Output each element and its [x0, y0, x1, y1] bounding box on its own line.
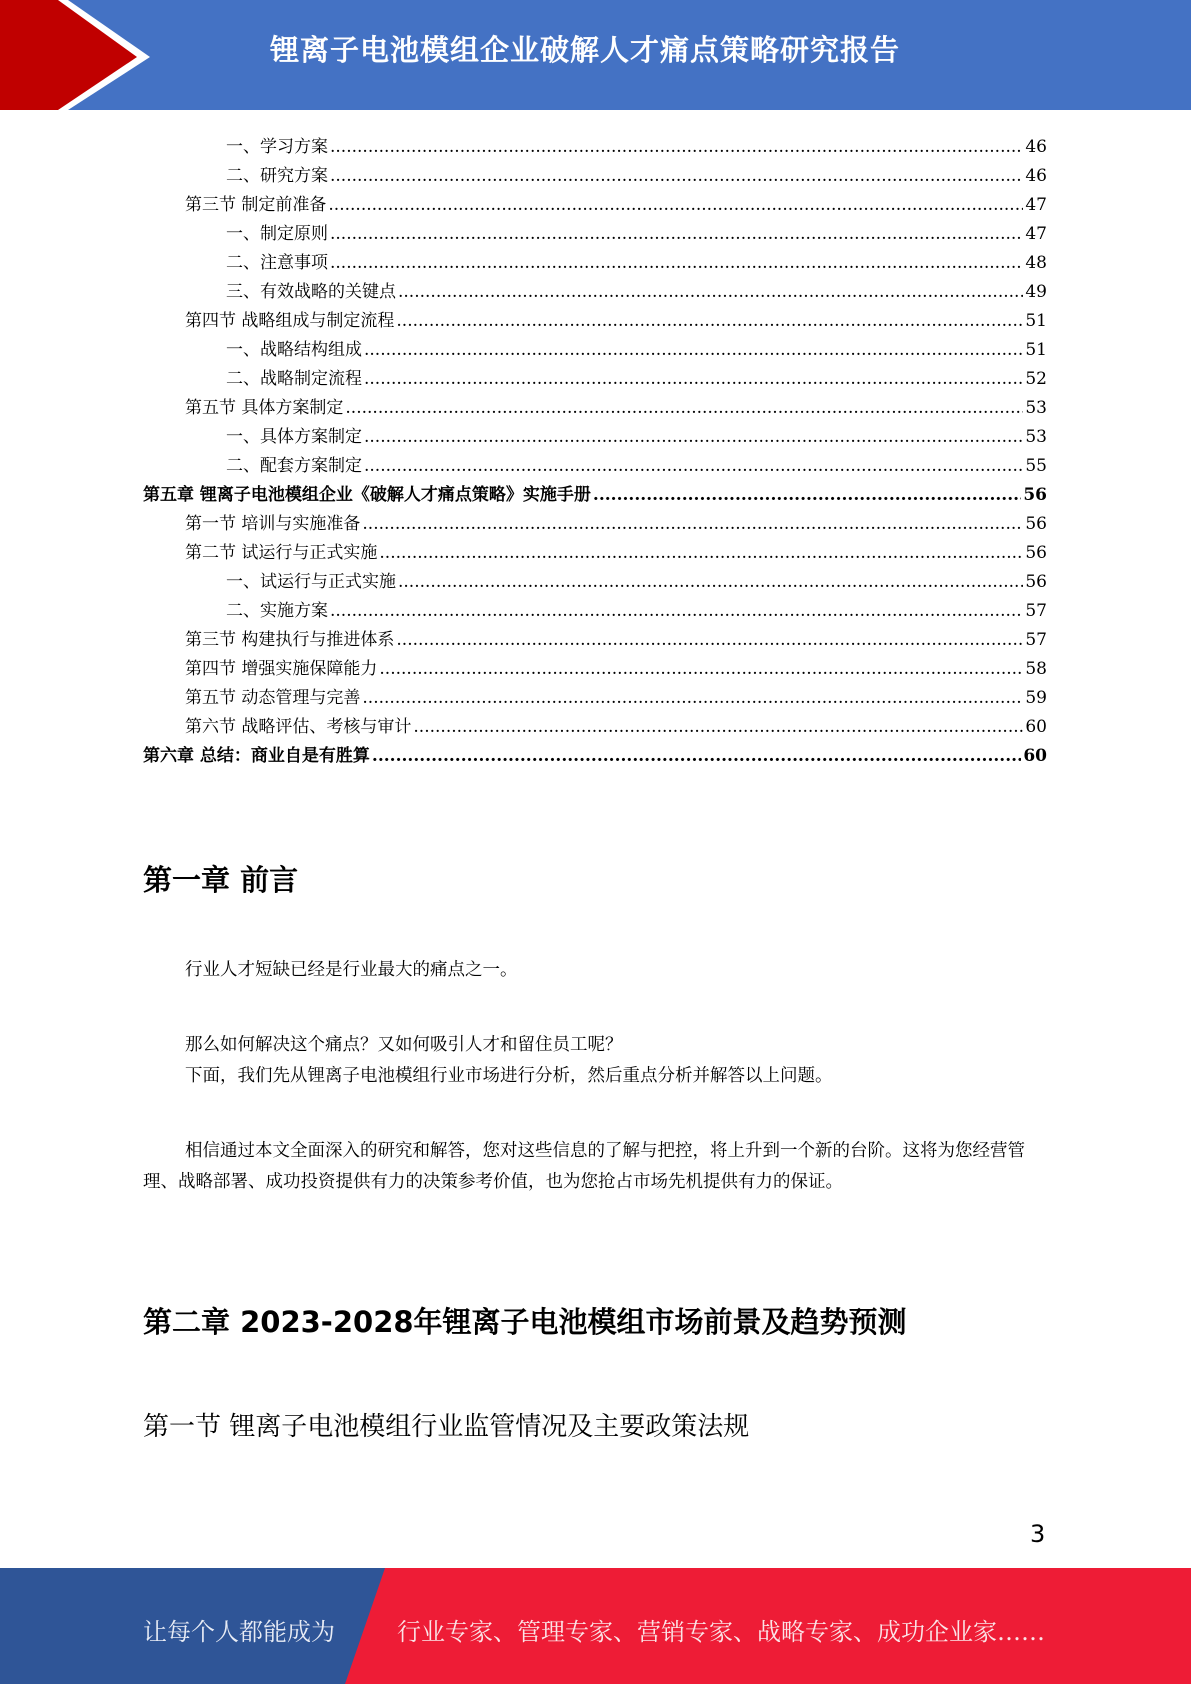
- toc-leader-dots: [330, 166, 1023, 186]
- toc-entry[interactable]: [0, 389, 1191, 418]
- toc-entry[interactable]: [0, 302, 1191, 331]
- toc-leader-dots: [396, 311, 1023, 331]
- toc-entry-label: 第四节 增强实施保障能力: [185, 659, 378, 679]
- toc-entry[interactable]: [0, 215, 1191, 244]
- toc-entry-label: 一、学习方案: [226, 137, 328, 157]
- toc-entry-label: 二、实施方案: [226, 601, 328, 621]
- toc-entry-page: 53: [1025, 427, 1047, 447]
- toc-leader-dots: [372, 746, 1021, 766]
- red-arrow-decoration: [0, 0, 160, 110]
- toc-entry-page: 60: [1025, 717, 1047, 737]
- toc-entry-label: 第三节 制定前准备: [185, 195, 327, 215]
- toc-leader-dots: [593, 485, 1021, 505]
- toc-leader-dots: [364, 369, 1023, 389]
- toc-entry[interactable]: [0, 244, 1191, 273]
- toc-entry-label: 第五章 锂离子电池模组企业《破解人才痛点策略》实施手册: [143, 485, 591, 505]
- toc-entry-label: 二、研究方案: [226, 166, 328, 186]
- paragraph: 相信通过本文全面深入的研究和解答，您对这些信息的了解与把控，将上升到一个新的台阶。这将为您经营管理、战略部署、成功投资提供有力的决策参考价值，也为您抢占市场先机提供有力的保证。: [143, 1141, 1025, 1192]
- toc-entry[interactable]: [0, 621, 1191, 650]
- toc-entry-label: 第三节 构建执行与推进体系: [185, 630, 395, 650]
- toc-leader-dots: [364, 456, 1023, 476]
- toc-entry-label: 一、试运行与正式实施: [226, 572, 396, 592]
- toc-entry-label: 第四节 战略组成与制定流程: [185, 311, 395, 331]
- toc-entry-page: 59: [1025, 688, 1047, 708]
- toc-entry[interactable]: [0, 418, 1191, 447]
- toc-entry-page: 56: [1023, 485, 1047, 505]
- toc-entry-page: 53: [1025, 398, 1047, 418]
- toc-leader-dots: [330, 253, 1023, 273]
- toc-entry[interactable]: [0, 505, 1191, 534]
- paragraph: 那么如何解决这个痛点？又如何吸引人才和留住员工呢？: [185, 1035, 623, 1055]
- toc-entry-label: 第二节 试运行与正式实施: [185, 543, 378, 563]
- toc-entry[interactable]: [0, 737, 1191, 766]
- toc-entry-page: 58: [1025, 659, 1047, 679]
- footer-banner: [0, 1568, 1191, 1684]
- toc-entry[interactable]: [0, 476, 1191, 505]
- toc-entry[interactable]: [0, 708, 1191, 737]
- toc-entry-page: 51: [1025, 311, 1047, 331]
- toc-leader-dots: [364, 427, 1023, 447]
- toc-entry-page: 49: [1025, 282, 1047, 302]
- toc-entry-label: 第六节 战略评估、考核与审计: [185, 717, 412, 737]
- toc-entry[interactable]: [0, 186, 1191, 215]
- toc-entry-label: 二、注意事项: [226, 253, 328, 273]
- toc-entry[interactable]: [0, 592, 1191, 621]
- footer-slogan-right: 行业专家、管理专家、营销专家、战略专家、成功企业家……: [397, 1618, 1045, 1646]
- toc-entry[interactable]: [0, 679, 1191, 708]
- toc-entry-label: 第一节 培训与实施准备: [185, 514, 361, 534]
- section-heading: 第一节 锂离子电池模组行业监管情况及主要政策法规: [143, 1412, 750, 1442]
- toc-entry-label: 一、制定原则: [226, 224, 328, 244]
- header-title: 锂离子电池模组企业破解人才痛点策略研究报告: [270, 33, 901, 67]
- toc-entry[interactable]: [0, 157, 1191, 186]
- toc-entry-page: 55: [1025, 456, 1047, 476]
- toc-entry[interactable]: [0, 447, 1191, 476]
- page-number: 3: [1030, 1520, 1046, 1548]
- toc-leader-dots: [330, 137, 1023, 157]
- toc-leader-dots: [379, 543, 1023, 563]
- toc-leader-dots: [413, 717, 1023, 737]
- toc-entry-label: 第六章 总结：商业自是有胜算: [143, 746, 370, 766]
- toc-entry[interactable]: [0, 650, 1191, 679]
- toc-leader-dots: [328, 195, 1023, 215]
- toc-entry-label: 三、有效战略的关键点: [226, 282, 396, 302]
- toc-entry-page: 46: [1025, 166, 1047, 186]
- toc-entry-page: 56: [1025, 514, 1047, 534]
- toc-leader-dots: [398, 282, 1023, 302]
- paragraph: 下面，我们先从锂离子电池模组行业市场进行分析，然后重点分析并解答以上问题。: [185, 1066, 833, 1086]
- chapter-heading: 第二章 2023-2028年锂离子电池模组市场前景及趋势预测: [143, 1305, 907, 1339]
- toc-entry-page: 47: [1025, 195, 1047, 215]
- toc-leader-dots: [364, 340, 1023, 360]
- toc-leader-dots: [362, 514, 1023, 534]
- toc-leader-dots: [379, 659, 1023, 679]
- toc-entry-page: 46: [1025, 137, 1047, 157]
- footer-slogan-left: 让每个人都能成为: [143, 1618, 335, 1646]
- toc-entry-page: 47: [1025, 224, 1047, 244]
- chapter-heading: 第一章 前言: [143, 863, 299, 897]
- toc-entry-page: 56: [1025, 572, 1047, 592]
- toc-leader-dots: [362, 688, 1023, 708]
- toc-entry-label: 一、具体方案制定: [226, 427, 362, 447]
- toc-leader-dots: [398, 572, 1023, 592]
- paragraph: 行业人才短缺已经是行业最大的痛点之一。: [185, 960, 518, 980]
- toc-entry-page: 51: [1025, 340, 1047, 360]
- toc-entry-page: 57: [1025, 630, 1047, 650]
- toc-entry[interactable]: [0, 273, 1191, 302]
- toc-leader-dots: [396, 630, 1023, 650]
- toc-entry-page: 57: [1025, 601, 1047, 621]
- header-banner: [0, 0, 1191, 110]
- toc-leader-dots: [345, 398, 1023, 418]
- toc-leader-dots: [330, 224, 1023, 244]
- toc-entry[interactable]: [0, 534, 1191, 563]
- toc-leader-dots: [330, 601, 1023, 621]
- toc-entry-label: 二、战略制定流程: [226, 369, 362, 389]
- toc-entry[interactable]: [0, 128, 1191, 157]
- toc-entry-page: 60: [1023, 746, 1047, 766]
- toc-entry-label: 二、配套方案制定: [226, 456, 362, 476]
- toc-entry[interactable]: [0, 360, 1191, 389]
- toc-entry[interactable]: [0, 563, 1191, 592]
- toc-entry[interactable]: [0, 331, 1191, 360]
- toc-entry-page: 52: [1025, 369, 1047, 389]
- toc-entry-label: 第五节 动态管理与完善: [185, 688, 361, 708]
- toc-entry-page: 48: [1025, 253, 1047, 273]
- toc-entry-label: 一、战略结构组成: [226, 340, 362, 360]
- toc-entry-page: 56: [1025, 543, 1047, 563]
- toc-entry-label: 第五节 具体方案制定: [185, 398, 344, 418]
